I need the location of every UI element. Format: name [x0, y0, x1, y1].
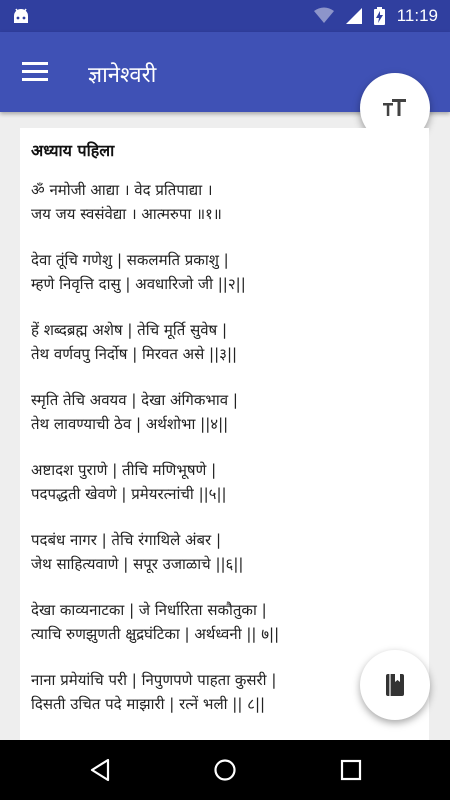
verse: [31, 388, 419, 436]
verse-line: तेथ वर्णवपु निर्दोष | मिरवत असे ||३||: [31, 345, 238, 363]
verse-line: तेथ लावण्याची ठेव | अर्थशोभा ||४||: [31, 415, 229, 433]
hamburger-menu-icon[interactable]: [22, 62, 48, 82]
back-icon[interactable]: [88, 757, 112, 783]
verse-line: दिसती उचित पदे माझारी | रत्नें भली || ८||: [31, 695, 266, 713]
android-icon: [12, 7, 30, 25]
verse-line: स्मृति तेचि अवयव | देखा अंगिकभाव |: [31, 391, 238, 409]
status-time: 11:19: [396, 6, 438, 25]
book-button[interactable]: [360, 650, 430, 720]
verse: [31, 598, 419, 646]
verse-line: जय जय स्वसंवेद्या । आत्मरुपा ॥१॥: [31, 205, 222, 223]
navigation-bar: [0, 740, 450, 800]
verse-line: पदपद्धती खेवणे | प्रमेयरत्नांची ||५||: [31, 485, 227, 503]
verse-line: जेथ साहित्यवाणे | सपूर उजाळाचे ||६||: [31, 555, 244, 573]
verse-line: त्याचि रुणझुणती क्षुद्रघंटिका | अर्थध्वनी || ७||: [31, 625, 280, 643]
verse-line: नाना प्रमेयांचि परी | निपुणपणे पाहता कुसरी |: [31, 671, 277, 689]
verse: [31, 458, 419, 506]
verse: [31, 528, 419, 576]
battery-charging-icon: [374, 7, 385, 25]
wifi-icon: [314, 8, 334, 24]
verse: [31, 318, 419, 366]
verse-line: देवा तूंचि गणेशु | सकलमति प्रकाशु |: [31, 251, 229, 269]
status-bar: [0, 0, 450, 32]
book-icon: [385, 673, 405, 697]
verse-line: देखा काव्यनाटका | जे निर्धारिता सकौतुका |: [31, 601, 267, 619]
verse-line: पदबंध नागर | तेचि रंगाथिले अंबर |: [31, 531, 222, 549]
recents-icon[interactable]: [339, 757, 363, 783]
verse-line: हें शब्दब्रह्म अशेष | तेचि मूर्ति सुवेष |: [31, 321, 228, 339]
content-card: [20, 128, 429, 740]
verse: [31, 248, 419, 296]
verse-line: अष्टादश पुराणे | तीचि मणिभूषणे |: [31, 461, 217, 479]
chapter-title: अध्याय पहिला: [31, 141, 115, 160]
signal-icon: [346, 8, 362, 24]
verse: [31, 178, 419, 226]
home-icon[interactable]: [213, 757, 237, 783]
font-size-icon: [383, 98, 407, 118]
verse-line: म्हणे निवृत्ति दासु | अवधारिजो जी ||२||: [31, 275, 246, 293]
verse-line: ॐ नमोजी आद्या । वेद प्रतिपाद्या ।: [31, 181, 213, 199]
app-title: ज्ञानेश्वरी: [88, 63, 157, 88]
